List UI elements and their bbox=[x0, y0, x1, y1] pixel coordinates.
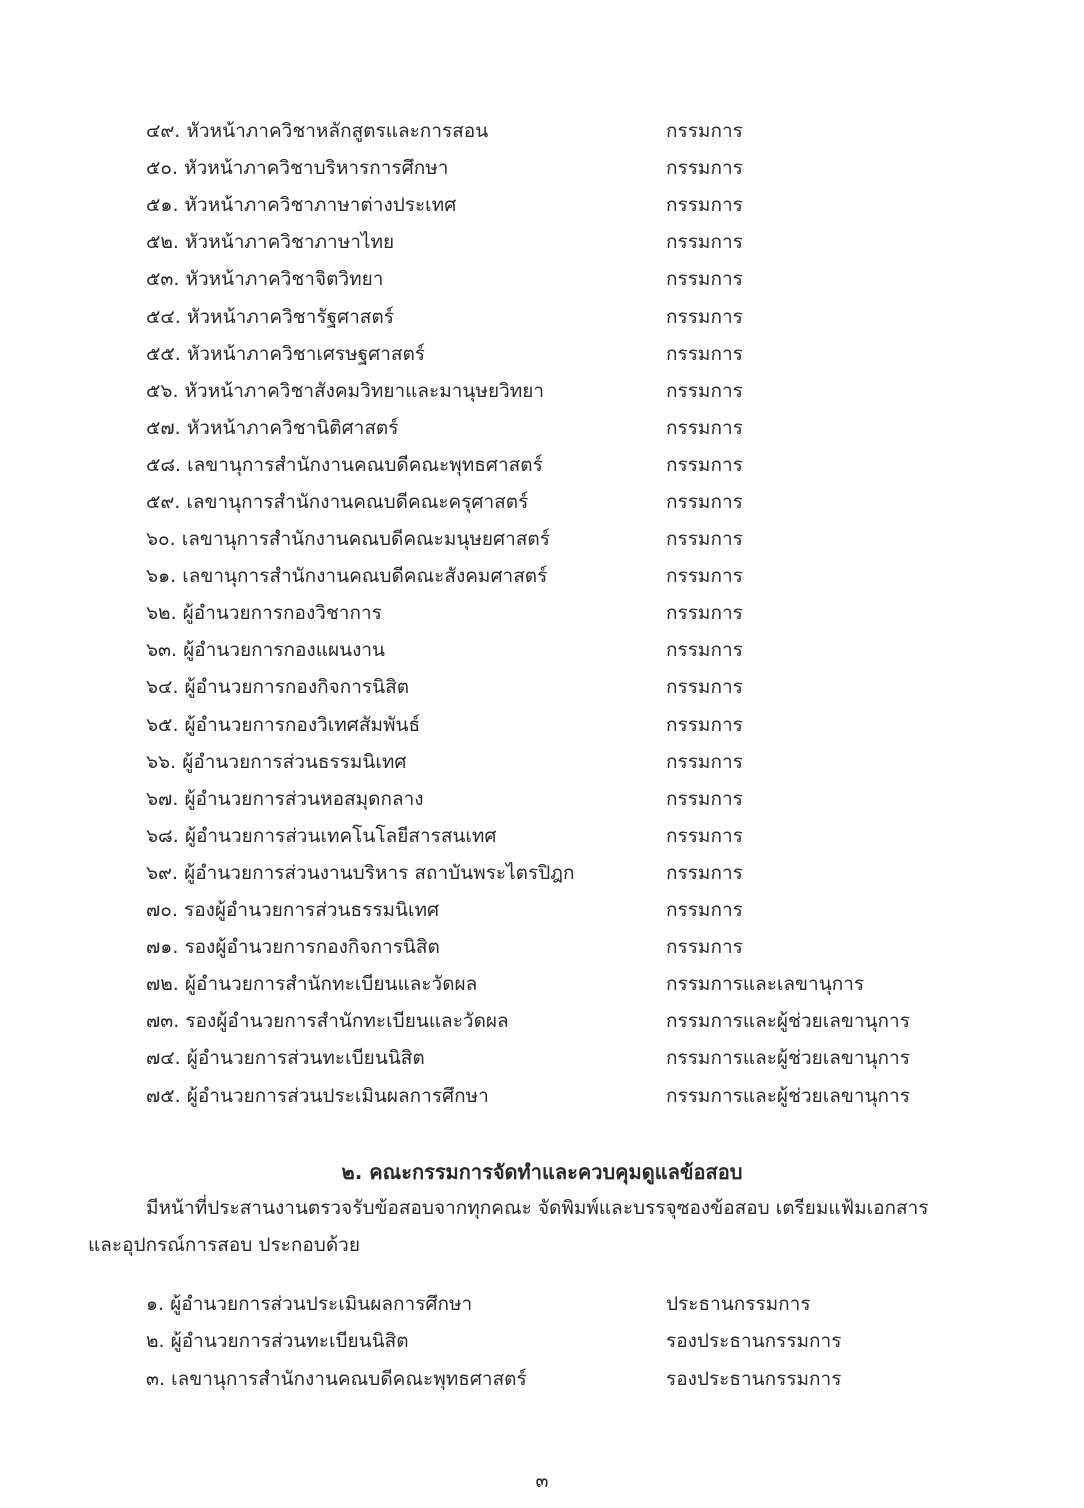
item-description: ๕๒. หัวหน้าภาควิชาภาษาไทย bbox=[146, 231, 395, 253]
item-role: รองประธานกรรมการ bbox=[666, 1368, 842, 1390]
item-description: ๗๒. ผู้อำนวยการสำนักทะเบียนและวัดผล bbox=[146, 973, 478, 995]
item-description: ๔๙. หัวหน้าภาควิชาหลักสูตรและการสอน bbox=[146, 120, 489, 142]
item-role: กรรมการและผู้ช่วยเลขานุการ bbox=[666, 1047, 910, 1069]
list-item bbox=[146, 116, 946, 146]
list-item bbox=[146, 1043, 946, 1073]
item-description: ๖๖. ผู้อำนวยการส่วนธรรมนิเทศ bbox=[146, 751, 407, 773]
list-item bbox=[146, 1364, 946, 1394]
list-item bbox=[146, 969, 946, 999]
list-item bbox=[146, 561, 946, 591]
item-role: กรรมการ bbox=[666, 268, 743, 290]
list-item bbox=[146, 450, 946, 480]
section-title: ๒. คณะกรรมการจัดทำและควบคุมดูแลข้อสอบ bbox=[341, 1160, 743, 1184]
item-role: กรรมการ bbox=[666, 639, 743, 661]
list-item bbox=[146, 524, 946, 554]
list-item bbox=[146, 932, 946, 962]
item-role: กรรมการ bbox=[666, 788, 743, 810]
item-description: ๕๕. หัวหน้าภาควิชาเศรษฐศาสตร์ bbox=[146, 343, 426, 365]
item-role: กรรมการและผู้ช่วยเลขานุการ bbox=[666, 1085, 910, 1107]
item-role: กรรมการ bbox=[666, 491, 743, 513]
item-description: ๗๔. ผู้อำนวยการส่วนทะเบียนนิสิต bbox=[146, 1047, 425, 1069]
list-item bbox=[146, 635, 946, 665]
list-item bbox=[146, 153, 946, 183]
item-role: กรรมการ bbox=[666, 602, 743, 624]
item-role: กรรมการ bbox=[666, 899, 743, 921]
item-role: กรรมการ bbox=[666, 936, 743, 958]
list-item bbox=[146, 376, 946, 406]
item-description: ๕๐. หัวหน้าภาควิชาบริหารการศึกษา bbox=[146, 157, 449, 179]
item-description: ๖๔. ผู้อำนวยการกองกิจการนิสิต bbox=[146, 676, 410, 698]
item-description: ๖๓. ผู้อำนวยการกองแผนงาน bbox=[146, 639, 386, 661]
list-item bbox=[146, 339, 946, 369]
list-item bbox=[146, 858, 946, 888]
item-description: ๕๔. หัวหน้าภาควิชารัฐศาสตร์ bbox=[146, 306, 394, 328]
item-role: กรรมการ bbox=[666, 676, 743, 698]
list-item bbox=[146, 487, 946, 517]
item-role: กรรมการ bbox=[666, 454, 743, 476]
list-item bbox=[146, 821, 946, 851]
item-description: ๖๙. ผู้อำนวยการส่วนงานบริหาร สถาบันพระไตรปิฎก bbox=[146, 862, 575, 884]
list-item bbox=[146, 672, 946, 702]
item-role: กรรมการและผู้ช่วยเลขานุการ bbox=[666, 1010, 910, 1032]
item-description: ๗๓. รองผู้อำนวยการสำนักทะเบียนและวัดผล bbox=[146, 1010, 509, 1032]
item-role: กรรมการ bbox=[666, 231, 743, 253]
item-description: ๖๗. ผู้อำนวยการส่วนหอสมุดกลาง bbox=[146, 788, 424, 810]
item-description: ๕๓. หัวหน้าภาควิชาจิตวิทยา bbox=[146, 268, 384, 290]
list-item bbox=[146, 264, 946, 294]
item-description: ๕๘. เลขานุการสำนักงานคณบดีคณะพุทธศาสตร์ bbox=[146, 454, 543, 476]
item-role: กรรมการ bbox=[666, 120, 743, 142]
list-item bbox=[146, 598, 946, 628]
item-description: ๖๘. ผู้อำนวยการส่วนเทคโนโลยีสารสนเทศ bbox=[146, 825, 497, 847]
list-item bbox=[146, 1326, 946, 1356]
item-description: ๖๒. ผู้อำนวยการกองวิชาการ bbox=[146, 602, 382, 624]
item-description: ๕๖. หัวหน้าภาควิชาสังคมวิทยาและมานุษยวิทยา bbox=[146, 380, 545, 402]
item-description: ๗๐. รองผู้อำนวยการส่วนธรรมนิเทศ bbox=[146, 899, 440, 921]
list-item bbox=[146, 413, 946, 443]
list-item bbox=[146, 895, 946, 925]
item-role: กรรมการ bbox=[666, 862, 743, 884]
item-role: กรรมการ bbox=[666, 825, 743, 847]
item-role: กรรมการและเลขานุการ bbox=[666, 973, 865, 995]
item-role: กรรมการ bbox=[666, 380, 743, 402]
list-item bbox=[146, 747, 946, 777]
item-description: ๕๗. หัวหน้าภาควิชานิติศาสตร์ bbox=[146, 417, 399, 439]
item-description: ๑. ผู้อำนวยการส่วนประเมินผลการศึกษา bbox=[146, 1293, 473, 1315]
item-role: รองประธานกรรมการ bbox=[666, 1330, 842, 1352]
item-description: ๕๙. เลขานุการสำนักงานคณบดีคณะครุศาสตร์ bbox=[146, 491, 529, 513]
item-description: ๒. ผู้อำนวยการส่วนทะเบียนนิสิต bbox=[146, 1330, 409, 1352]
section-paragraph bbox=[88, 1190, 968, 1264]
item-role: กรรมการ bbox=[666, 343, 743, 365]
list-item bbox=[146, 227, 946, 257]
list-item bbox=[146, 190, 946, 220]
list-item bbox=[146, 1006, 946, 1036]
item-role: กรรมการ bbox=[666, 194, 743, 216]
list-item bbox=[146, 1289, 946, 1319]
item-description: ๓. เลขานุการสำนักงานคณบดีคณะพุทธศาสตร์ bbox=[146, 1368, 527, 1390]
paragraph-line: มีหน้าที่ประสานงานตรวจรับข้อสอบจากทุกคณะ จัดพิมพ์และบรรจุซองข้อสอบ เตรียมแฟ้มเอกสาร bbox=[146, 1197, 929, 1219]
item-role: กรรมการ bbox=[666, 306, 743, 328]
list-item bbox=[146, 302, 946, 332]
item-description: ๕๑. หัวหน้าภาควิชาภาษาต่างประเทศ bbox=[146, 194, 457, 216]
item-role: กรรมการ bbox=[666, 528, 743, 550]
list-item bbox=[146, 784, 946, 814]
paragraph-line: และอุปกรณ์การสอบ ประกอบด้วย bbox=[88, 1234, 360, 1256]
item-role: กรรมการ bbox=[666, 714, 743, 736]
item-role: กรรมการ bbox=[666, 157, 743, 179]
list-item bbox=[146, 1081, 946, 1111]
list-item bbox=[146, 710, 946, 740]
item-role: กรรมการ bbox=[666, 751, 743, 773]
page-number: ๓ bbox=[535, 1470, 549, 1492]
item-description: ๗๕. ผู้อำนวยการส่วนประเมินผลการศึกษา bbox=[146, 1085, 489, 1107]
item-role: กรรมการ bbox=[666, 565, 743, 587]
item-description: ๗๑. รองผู้อำนวยการกองกิจการนิสิต bbox=[146, 936, 440, 958]
item-description: ๖๑. เลขานุการสำนักงานคณบดีคณะสังคมศาสตร์ bbox=[146, 565, 548, 587]
item-role: ประธานกรรมการ bbox=[666, 1293, 811, 1315]
item-description: ๖๐. เลขานุการสำนักงานคณบดีคณะมนุษยศาสตร์ bbox=[146, 528, 550, 550]
item-role: กรรมการ bbox=[666, 417, 743, 439]
item-description: ๖๕. ผู้อำนวยการกองวิเทศสัมพันธ์ bbox=[146, 714, 421, 736]
